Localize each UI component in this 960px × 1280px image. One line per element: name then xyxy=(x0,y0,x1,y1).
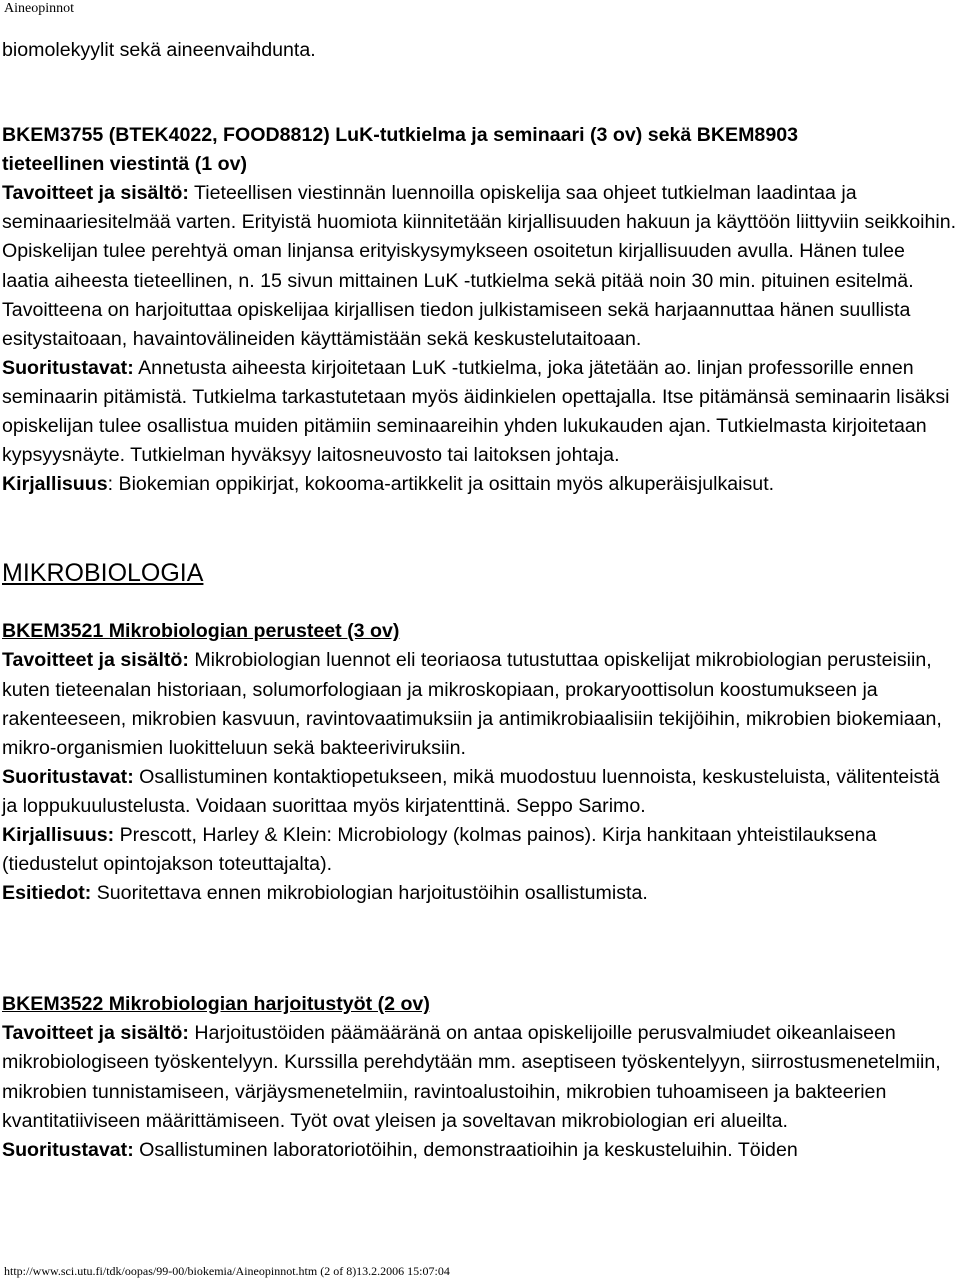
course-goals xyxy=(2,1019,957,1135)
page-header-title: Aineopinnot xyxy=(4,1,74,16)
course-title-bkem3755-line1: BKEM3755 (BTEK4022, FOOD8812) LuK-tutkielma ja seminaari (3 ov) sekä BKEM8903 xyxy=(2,124,799,147)
course-title-bkem3522: BKEM3522 Mikrobiologian harjoitustyöt (2 ov) xyxy=(2,993,430,1016)
methods-text: Osallistuminen kontaktiopetukseen, mikä muodostuu luennoista, keskusteluista, välitenteistä ja loppukuulustelusta. Voidaan suorittaa myös kirjatenttinä. Seppo Sarimo. xyxy=(2,765,940,817)
course-literature xyxy=(2,821,957,879)
prereq-label: Esitiedot: xyxy=(2,882,92,905)
goals-label: Tavoitteet ja sisältö: xyxy=(2,182,189,205)
course-goals xyxy=(2,646,957,762)
methods-label: Suoritustavat: xyxy=(2,765,134,788)
course-goals xyxy=(2,179,957,354)
methods-label: Suoritustavat: xyxy=(2,356,134,379)
goals-label: Tavoitteet ja sisältö: xyxy=(2,1022,189,1045)
course-title-bkem3521: BKEM3521 Mikrobiologian perusteet (3 ov) xyxy=(2,620,400,643)
page-footer-url: http://www.sci.utu.fi/tdk/oopas/99-00/biokemia/Aineopinnot.htm (2 of 8)13.2.2006 15:07:04 xyxy=(4,1264,450,1278)
course-bkem3522 xyxy=(2,990,957,1165)
goals-text: Tieteellisen viestinnän luennoilla opiskelija saa ohjeet tutkielman laadintaa ja seminaariesitelmää varten. Erityistä huomiota kiinnitetään kirjallisuuden hakuun ja käyttöön liittyviin seikkoihin. Opiskelijan tulee perehtyä oman linjansa erityiskysymykseen osoitetun kirjallisuuden avulla. Hänen tulee laatia aiheesta tieteellinen, n. 15 sivun mittainen LuK -tutkielma sekä pitää noin 30 min. pituinen esitelmä. Tavoitteena on harjoituttaa opiskelijaa kirjallisen tiedon julkistamiseen sekä harjaannuttaa hänen suullista esitystaitoaan, havaintovälineiden käyttämistään sekä keskustelutaitoaan. xyxy=(2,182,957,350)
document-body xyxy=(2,36,957,1165)
course-literature xyxy=(2,470,957,499)
literature-label: Kirjallisuus xyxy=(2,473,108,496)
course-prerequisites xyxy=(2,879,957,908)
methods-text: Annetusta aiheesta kirjoitetaan LuK -tutkielma, joka jätetään ao. linjan professorille ennen seminaarin pitämistä. Tutkielma tarkastutetaan myös äidinkielen opettajalla. Itse pitämänsä seminaarin lisäksi opiskelijan tulee osallistua muiden pitämiin seminaareihin yhden lukukauden ajan. Tutkielmasta kirjoitetaan kypsyysnäyte. Tutkielman hyväksyy laitosneuvosto tai laitoksen johtaja. xyxy=(2,356,950,467)
literature-text: : Biokemian oppikirjat, kokooma-artikkelit ja osittain myös alkuperäisjulkaisut. xyxy=(107,473,775,496)
goals-label: Tavoitteet ja sisältö: xyxy=(2,649,189,672)
literature-label: Kirjallisuus: xyxy=(2,823,115,846)
goals-text: Mikrobiologian luennot eli teoriaosa tutustuttaa opiskelijat mikrobiologian perusteisiin, kuten tieteenalan historiaan, solumorfologiaan ja mikroskopiaan, prokaryoottisolun koostumukseen ja rakenteeseen, mikrobien kasvuun, ravintovaatimuksiin ja antimikrobiaalisiin tekijöihin, mikrobien biokemiaan, mikro-organismien luokitteluun sekä bakteeriviruksiin. xyxy=(2,649,942,759)
course-methods xyxy=(2,1136,957,1165)
methods-label: Suoritustavat: xyxy=(2,1138,134,1161)
course-methods xyxy=(2,763,957,821)
prereq-text: Suoritettava ennen mikrobiologian harjoitustöihin osallistumista. xyxy=(91,882,648,905)
course-methods xyxy=(2,354,957,470)
intro-text: biomolekyylit sekä aineenvaihdunta. xyxy=(2,39,316,61)
section-heading: MIKROBIOLOGIA xyxy=(2,559,204,588)
literature-text: Prescott, Harley & Klein: Microbiology (kolmas painos). Kirja hankitaan yhteistilauksena (tiedustelut opintojakson toteuttajalta). xyxy=(2,823,877,876)
course-bkem3521 xyxy=(2,617,957,908)
methods-text: Osallistuminen laboratoriotöihin, demonstraatioihin ja keskusteluihin. Töiden xyxy=(133,1138,798,1161)
course-bkem3755 xyxy=(2,121,957,499)
goals-text: Harjoitustöiden päämääränä on antaa opiskelijoille perusvalmiudet oikeanlaiseen mikrobiologiseen työskentelyyn. Kurssilla perehdytään mm. aseptiseen työskentelyyn, siirrostusmenetelmiin, mikrobien tunnistamiseen, värjäysmenetelmiin, ravintoalustoihin, mikrobien tuhoamiseen ja bakteerien kvantitatiiviseen määrittämiseen. Työt ovat yleisen ja soveltavan mikrobiologian eri alueilta. xyxy=(2,1022,941,1132)
course-title-bkem3755-line2: tieteellinen viestintä (1 ov) xyxy=(2,153,247,176)
